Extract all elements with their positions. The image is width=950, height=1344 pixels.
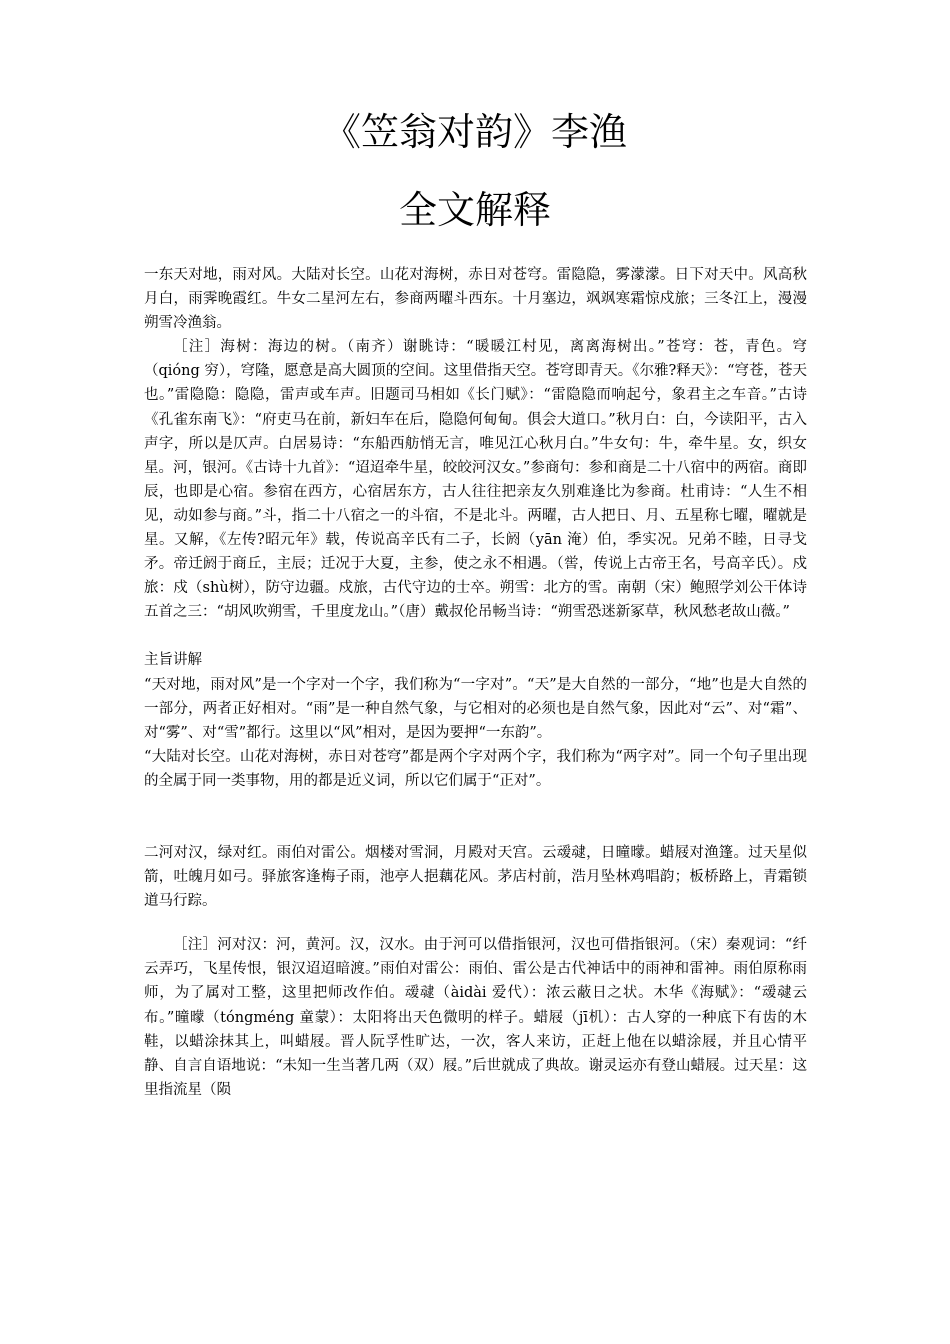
document-subtitle: 全文解释 <box>398 188 551 232</box>
document-body <box>144 263 807 1102</box>
verse-two: 二河对汉，绿对红。雨伯对雷公。烟楼对雪洞，月殿对天宫。云叆叇，日曈曚。蜡屐对渔篷。过天星似箭，吐魄月如弓。驿旅客逢梅子雨，池亭人挹藕花风。茅店村前，浩月坠林鸡唱韵；板桥路上，青霜锁道马行踪。 <box>144 844 807 910</box>
spacer <box>144 793 807 841</box>
document-title: 《笠翁对韵》李渔 <box>322 110 627 154</box>
spacer <box>144 913 807 933</box>
verse-one: 一东天对地，雨对风。大陆对长空。山花对海树，赤日对苍穹。雷隐隐，雾濛濛。日下对天中。风高秋月白，雨霁晚霞红。牛女二星河左右，参商两曜斗西东。十月塞边，飒飒寒霜惊戍旅；三冬江上，漫漫朔雪冷渔翁。 <box>144 267 807 332</box>
annotation-one: ［注］海树：海边的树。（南齐）谢眺诗：“暖暖江村见，离离海树出。”苍穹：苍，青色。穹（qióng 穷），穹隆，愿意是高大圆顶的空间。这里借指天空。苍穹即青天。《尔雅?释天》：“穹苍，苍天也。”雷隐隐：隐隐，雷声或车声。旧题司马相如《长门赋》：“雷隐隐而响起兮，象君主之车音。”古诗《孔雀东南飞》：“府吏马在前，新妇车在后，隐隐何甸甸。俱会大道口。”秋月白：白，今读阳平，古入声字，所以是仄声。白居易诗：“东船西舫悄无言，唯见江心秋月白。”牛女句：牛，牵牛星。女，织女星。河，银河。《古诗十九首》：“迢迢牵牛星，皎皎河汉女。”参商句：参和商是二十八宿中的两宿。商即辰，也即是心宿。参宿在西方，心宿居东方，古人往往把亲友久别难逢比为参商。杜甫诗：“人生不相见，动如参与商。”斗，指二十八宿之一的斗宿，不是北斗。两曜，古人把日、月、五星称七曜，曜就是星。又解，《左传?昭元年》载，传说高辛氏有二子，长阏（yān 淹）伯，季实况。兄弟不睦，日寻戈矛。帝迁阏于商丘，主辰；迁况于大夏，主参，使之永不相遇。（喾，传说上古帝王名，号高辛氏）。戍旅：戍（shù树），防守边疆。戍旅，古代守边的士卒。朔雪：北方的雪。南朝（宋）鲍照学刘公干体诗五首之三：“胡风吹朔雪，千里度龙山。”（唐）戴叔伦吊畅当诗：“朔雪恐迷新冢草，秋风愁老故山薇。” <box>144 339 807 621</box>
spacer <box>144 624 807 648</box>
explanation-paragraph: “天对地，雨对风”是一个字对一个字，我们称为“一字对”。“天”是大自然的一部分，“地”也是大自然的一部分，两者正好相对。“雨”是一种自然气象，与它相对的必须也是自然气象，因此对“云”、对“霜”、对“雾”、对“雪”都行。这里以“风”相对，是因为要押“一东韵”。 <box>144 676 807 741</box>
annotation-two: ［注］河对汉：河，黄河。汉，汉水。由于河可以借指银河，汉也可借指银河。（宋）秦观词：“纤云弄巧，飞星传恨，银汉迢迢暗渡。”雨伯对雷公：雨伯、雷公是古代神话中的雨神和雷神。雨伯原称雨师，为了属对工整，这里把师改作伯。叆叇（àidài 爱代）：浓云蔽日之状。木华《海赋》：“叆叇云布。”曈曚（tóngméng 童蒙）：太阳将出天色微明的样子。蜡屐（jī机）：古人穿的一种底下有齿的木鞋，以蜡涂抹其上，叫蜡屐。晋人阮孚性旷达，一次，客人来访，正赶上他在以蜡涂屐，并且心情平静、自言自语地说：“未知一生当著几两（双）屐。”后世就成了典故。谢灵运亦有登山蜡屐。过天星：这里指流星（陨 <box>144 937 807 1098</box>
explanation-paragraph: “大陆对长空。山花对海树，赤日对苍穹”都是两个字对两个字，我们称为“两字对”。同一个句子里出现的全属于同一类事物，用的都是近义词，所以它们属于“正对”。 <box>144 748 807 789</box>
section-heading: 主旨讲解 <box>144 652 202 669</box>
